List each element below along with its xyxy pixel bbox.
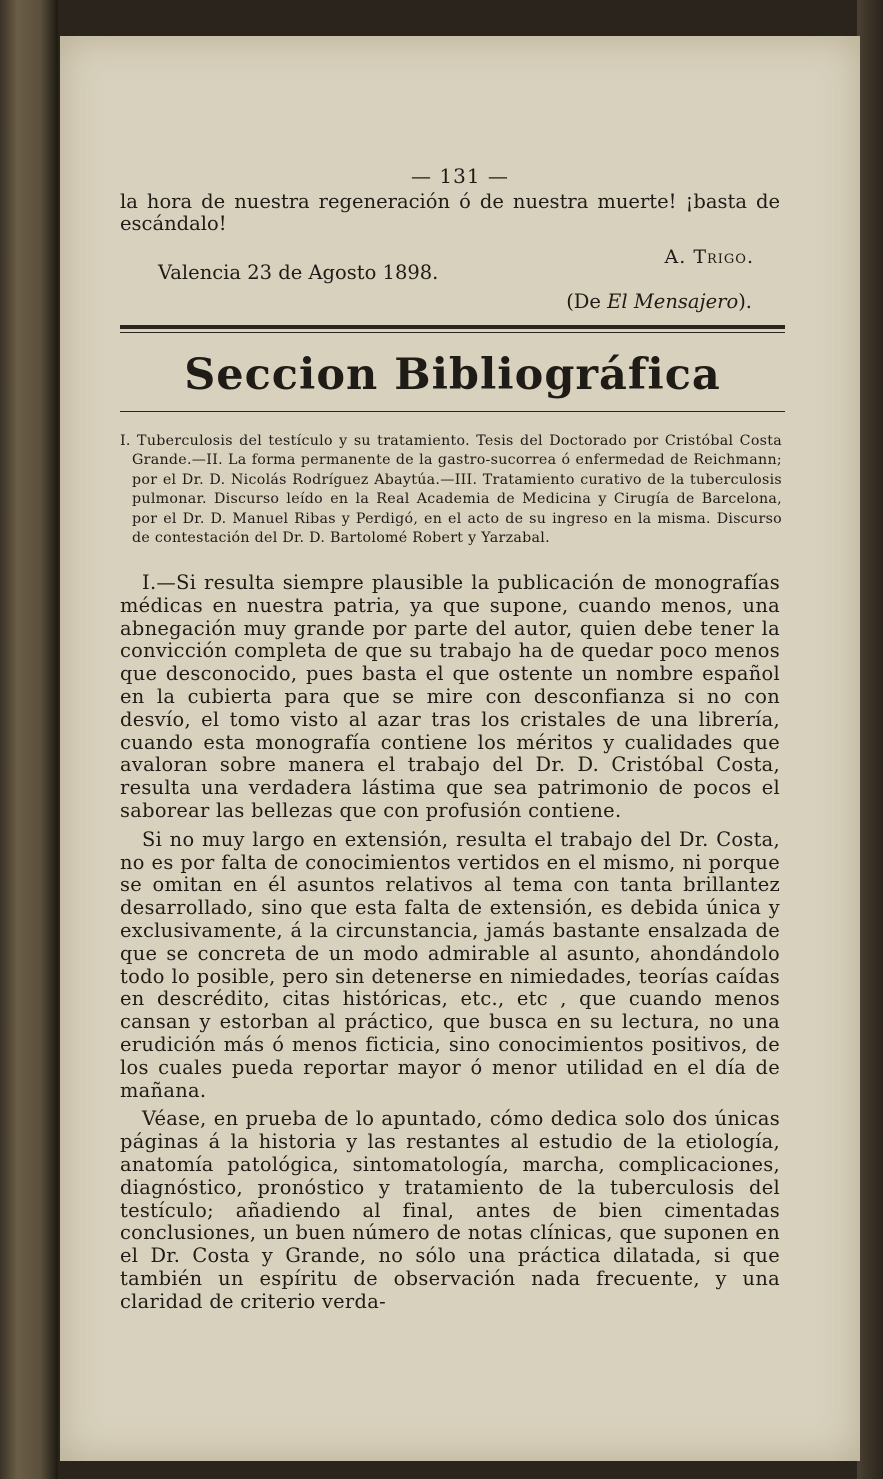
- title-underline: [120, 411, 785, 412]
- source-suffix: ).: [738, 290, 752, 313]
- book-page: [60, 36, 860, 1461]
- source-prefix: (De: [566, 290, 608, 313]
- section-title: Seccion Bibliográfica: [184, 350, 721, 400]
- dateline: Valencia 23 de Agosto 1898.: [158, 261, 439, 284]
- reference-list: [120, 432, 782, 548]
- signature: A. Trigo.: [664, 246, 754, 268]
- source-title: El Mensajero: [607, 290, 739, 313]
- source-line: [566, 290, 752, 313]
- reference-text: I. Tuberculosis del testículo y su tratamiento. Tesis del Doctorado por Cristóbal Costa Grande.—II. La forma permanente de la gastro-sucorrea ó enfermedad de Reichmann; por el Dr. D. Nicolás Rodríguez Abaytúa.—III. Tratamiento curativo de la tuberculosis pulmonar. Discurso leído en la Real Academia de Medicina y Cirugía de Barcelona, por el Dr. D. Manuel Ribas y Perdigó, en el acto de su ingreso en la misma. Discurso de contestación del Dr. D. Bartolomé Robert y Yarzabal.: [120, 433, 782, 547]
- facing-page-edge: [0, 0, 58, 1479]
- divider-thick: [120, 325, 785, 329]
- paragraph-3: Véase, en prueba de lo apuntado, cómo dedica solo dos únicas páginas á la historia y las restantes al estudio de la etiología, anatomía patológica, sintomatología, marcha, complicaciones, diagnóstico, pronóstico y tratamiento de la tuberculosis del testículo; añadiendo al final, antes de bien cimentadas conclusiones, un buen número de notas clínicas, que suponen en el Dr. Costa y Grande, no sólo una práctica dilatada, si que también un espíritu de observación nada frecuente, y una claridad de criterio verda-: [120, 1107, 780, 1313]
- paragraph-2: Si no muy largo en extensión, resulta el trabajo del Dr. Costa, no es por falta de conocimientos vertidos en el mismo, ni porque se omitan en él asuntos relativos al tema con tanta brillantez desarrollado, sino que esta falta de extensión, es debida única y exclusivamente, á la circunstancia, jamás bastante ensalzada de que se concreta de un modo admirable al asunto, ahondándolo todo lo posible, pero sin detenerse en nimiedades, teorías caídas en descrédito, citas históricas, etc., etc , que cuando menos cansan y estorban al práctico, que busca en su lectura, no una erudición más ó menos ficticia, sino conocimientos positivos, de los cuales pueda reportar mayor ó menor utilidad en el día de mañana.: [120, 827, 780, 1102]
- book-edge: [857, 0, 883, 1479]
- top-paragraph: la hora de nuestra regeneración ó de nuestra muerte! ¡basta de escándalo!: [120, 190, 780, 235]
- paragraph-1: I.—Si resulta siempre plausible la publicación de monografías médicas en nuestra patria, ya que supone, cuando menos, una abnegación muy grande por parte del autor, quien debe tener la convicción completa de que su trabajo ha de quedar poco menos que desconocido, pues basta el que ostente un nombre español en la cubierta para que se mire con desconfianza si no con desvío, el tomo visto al azar tras los cristales de una librería, cuando esta monografía contiene los méritos y cualidades que avaloran sobre manera el trabajo del Dr. D. Cristóbal Costa, resulta una verdadera lástima que sea patrimonio de pocos el saborear las bellezas que con profusión contiene.: [120, 571, 780, 822]
- page-number: — 131 —: [411, 164, 509, 188]
- divider-thin: [120, 332, 785, 333]
- article-body: [120, 572, 780, 1320]
